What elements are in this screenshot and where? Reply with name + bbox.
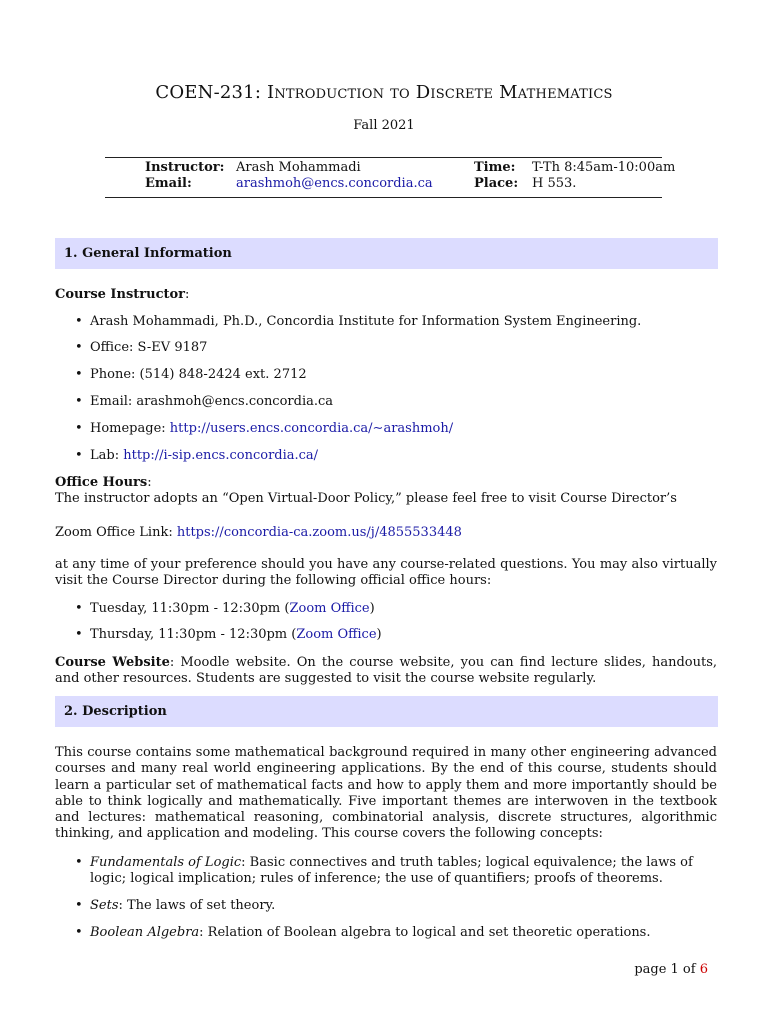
tuesday-hours: Tuesday, 11:30pm - 12:30pm (	[90, 601, 290, 616]
topic-name: Fundamentals of Logic	[90, 855, 242, 870]
topic-text: : The laws of set theory.	[118, 898, 276, 913]
course-instructor-label: Course Instructor	[55, 287, 186, 302]
office-hours-block	[55, 475, 717, 508]
topic-name: Boolean Algebra	[90, 925, 200, 940]
list-item: • Boolean Algebra: Relation of Boolean algebra to logical and set theoretic operations.	[75, 925, 651, 940]
description-paragraph: This course contains some mathematical background required in many other engineering advanced courses and many real world engineering applications. By the end of this course, students should learn a particular set of mathematical facts and how to apply them and more importantly should be able to think logically and mathematically. Five important themes are interwoven in the textbook and lectures: mathematical reasoning, combinatorial analysis, discrete structures, algorithmic thinking, and application and modeling. This course covers the following concepts:	[55, 745, 717, 842]
zoom-label: Zoom Office Link:	[55, 525, 177, 540]
section-title: 2. Description	[64, 704, 167, 719]
section-description	[55, 696, 718, 727]
thursday-hours: Thursday, 11:30pm - 12:30pm (	[90, 627, 297, 642]
paren: )	[376, 627, 382, 642]
page-total[interactable]: 6	[699, 962, 708, 977]
anytime-paragraph: at any time of your preference should you have any course-related questions. You may also virtually visit the Course Director during the following official office hours:	[55, 557, 717, 589]
course-code: COEN-231:	[155, 82, 262, 103]
header-info-table	[145, 160, 685, 192]
email-detail: Email: arashmoh@encs.concordia.ca	[90, 394, 334, 409]
section-general-information	[55, 238, 718, 269]
term: Fall 2021	[353, 118, 415, 133]
course-instructor-heading	[55, 287, 717, 303]
lab-link[interactable]: http://i-sip.encs.concordia.ca/	[123, 448, 319, 463]
course-website-paragraph	[55, 655, 717, 688]
course-name: Introduction to Discrete Mathematics	[267, 82, 613, 103]
section-title: 1. General Information	[64, 246, 232, 261]
instructor-label: Instructor:	[145, 160, 225, 175]
list-item: • Office: S-EV 9187	[75, 340, 717, 356]
header-bottom-rule	[105, 197, 662, 198]
place-label: Place:	[474, 176, 519, 191]
colon: :	[147, 475, 152, 490]
list-item: • Email: arashmoh@encs.concordia.ca	[75, 394, 717, 410]
office-hours-text: The instructor adopts an “Open Virtual-Door Policy,” please feel free to visit Course Director’s	[55, 491, 677, 507]
header-row-email	[145, 176, 685, 192]
topic-text: : Basic connectives and truth tables; logical equivalence; the laws of logic; logical implication; rules of inference; the use of quantifiers; proofs of theorems.	[90, 855, 693, 887]
header-top-rule	[105, 157, 662, 158]
phone-detail: Phone: (514) 848-2424 ext. 2712	[90, 367, 307, 382]
email-label: Email:	[145, 176, 192, 191]
list-item: • Lab: http://i-sip.encs.concordia.ca/	[75, 448, 319, 463]
homepage-label: Homepage:	[90, 421, 170, 436]
page-prefix: page 1 of	[634, 962, 700, 977]
office-hours-label: Office Hours	[55, 475, 148, 490]
zoom-link[interactable]: https://concordia-ca.zoom.us/j/4855533448	[176, 525, 462, 540]
list-item: • Thursday, 11:30pm - 12:30pm (Zoom Office)	[75, 627, 382, 642]
list-item: • Arash Mohammadi, Ph.D., Concordia Institute for Information System Engineering.	[75, 314, 717, 330]
homepage-link[interactable]: http://users.encs.concordia.ca/∼arashmoh/	[169, 421, 454, 436]
course-website-label: Course Website	[55, 655, 170, 670]
time-value: T-Th 8:45am-10:00am	[532, 160, 676, 175]
instructor-value: Arash Mohammadi	[236, 160, 361, 175]
topic-name: Sets	[90, 898, 119, 913]
zoom-link-line	[55, 525, 717, 541]
topic-text: : Relation of Boolean algebra to logical and set theoretic operations.	[199, 925, 651, 940]
place-value: H 553.	[532, 176, 577, 191]
list-item: • Sets: The laws of set theory.	[75, 898, 276, 913]
lab-label: Lab:	[90, 448, 124, 463]
paren: )	[369, 601, 375, 616]
time-label: Time:	[474, 160, 516, 175]
zoom-office-link[interactable]: Zoom Office	[289, 601, 370, 616]
course-title	[0, 82, 768, 103]
list-item: • Fundamentals of Logic: Basic connectives and truth tables; logical equivalence; the laws of logic; logical implication; rules of inference; the use of quantifiers; proofs of theorems.	[75, 855, 693, 887]
zoom-office-link[interactable]: Zoom Office	[296, 627, 377, 642]
list-item: • Homepage: http://users.encs.concordia.ca/∼arashmoh/	[75, 421, 454, 436]
email-link[interactable]: arashmoh@encs.concordia.ca	[236, 176, 433, 191]
instructor-detail: Arash Mohammadi, Ph.D., Concordia Institute for Information System Engineering.	[90, 314, 642, 329]
colon: :	[185, 287, 190, 302]
list-item: • Phone: (514) 848-2424 ext. 2712	[75, 367, 717, 383]
office-detail: Office: S-EV 9187	[90, 340, 208, 355]
course-website-text: : Moodle website. On the course website, you can find lecture slides, handouts, and other resources. Students are suggested to visit the course website regularly.	[55, 655, 717, 687]
list-item: • Tuesday, 11:30pm - 12:30pm (Zoom Office)	[75, 601, 375, 616]
header-row-instructor	[145, 160, 685, 176]
page-number	[634, 962, 708, 977]
